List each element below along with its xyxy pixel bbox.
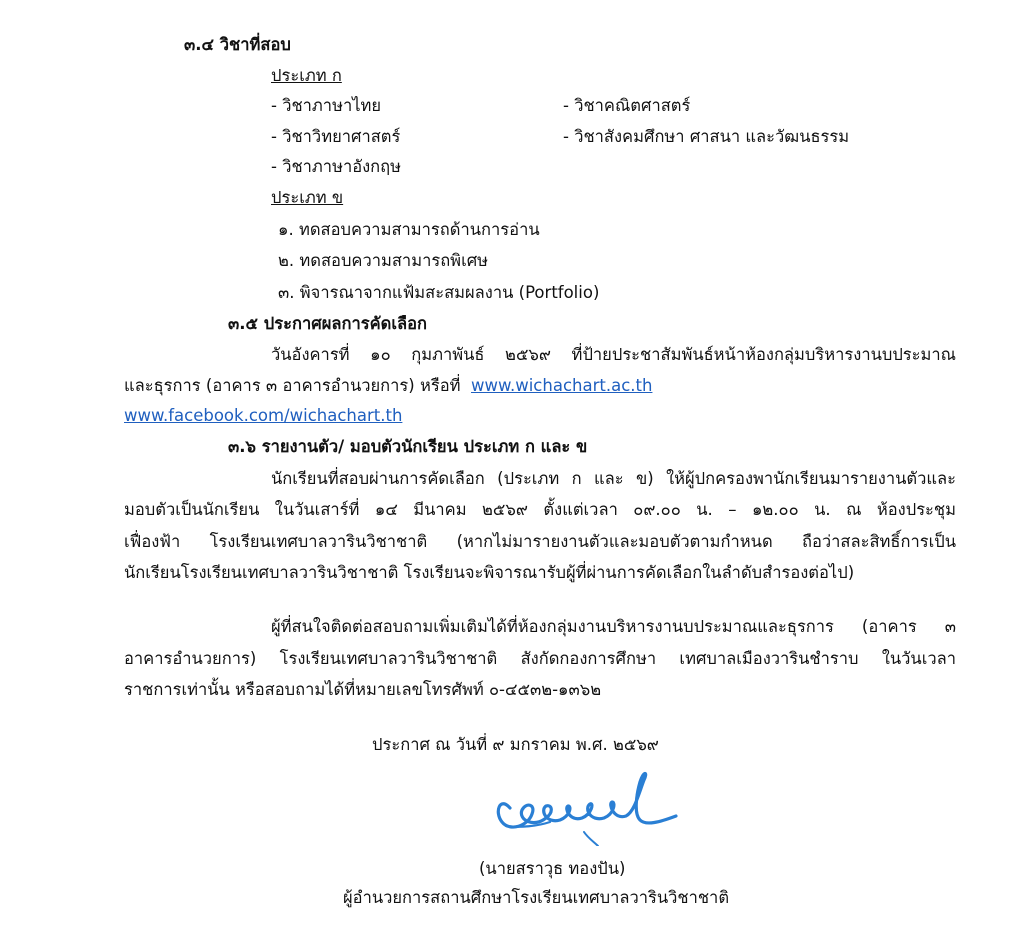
signature-image <box>480 766 700 846</box>
type-b-item-2: ๒. ทดสอบความสามารถพิเศษ <box>278 251 489 270</box>
section-3-6-heading: ๓.๖ รายงานตัว/ มอบตัวนักเรียน ประเภท ก และ ข <box>228 437 588 456</box>
announce-line-2 <box>124 375 652 397</box>
type-a-label: ประเภท ก <box>271 66 342 85</box>
signer-name: (นายสราวุธ ทองปัน) <box>479 859 626 878</box>
section-3-4-heading: ๓.๔ วิชาที่สอบ <box>184 35 291 54</box>
type-b-item-1: ๑. ทดสอบความสามารถด้านการอ่าน <box>278 220 540 239</box>
contact-line-1: ผู้ที่สนใจติดต่อสอบถามเพิ่มเติมได้ที่ห้องกลุ่มงานบริหารงานบประมาณและธุรการ (อาคาร ๓ <box>271 617 956 636</box>
contact-line-2: อาคารอำนวยการ) โรงเรียนเทศบาลวารินวิชาชาติ สังกัดกองการศึกษา เทศบาลเมืองวารินชำราบ ในวันเวลา <box>124 649 956 668</box>
report-line-1: นักเรียนที่สอบผ่านการคัดเลือก (ประเภท ก และ ข) ให้ผู้ปกครองพานักเรียนมารายงานตัวและ <box>271 469 956 488</box>
section-3-5-heading: ๓.๕ ประกาศผลการคัดเลือก <box>228 314 428 333</box>
report-line-2: มอบตัวเป็นนักเรียน ในวันเสาร์ที่ ๑๔ มีนาคม ๒๕๖๙ ตั้งแต่เวลา ๐๙.๐๐ น. – ๑๒.๐๐ น. ณ ห้องประชุม <box>124 500 956 519</box>
subject-science: - วิชาวิทยาศาสตร์ <box>271 127 401 146</box>
facebook-link[interactable]: www.facebook.com/wichachart.th <box>124 406 403 425</box>
report-line-4: นักเรียนโรงเรียนเทศบาลวารินวิชาชาติ โรงเรียนจะพิจารณารับผู้ที่ผ่านการคัดเลือกในลำดับสำรองต่อไป) <box>124 563 855 582</box>
school-website-link[interactable]: www.wichachart.ac.th <box>471 376 653 395</box>
signer-position: ผู้อำนวยการสถานศึกษาโรงเรียนเทศบาลวารินวิชาชาติ <box>343 888 730 907</box>
type-b-label: ประเภท ข <box>271 188 344 207</box>
contact-line-3: ราชการเท่านั้น หรือสอบถามได้ที่หมายเลขโทรศัพท์ ๐-๔๕๓๒-๑๓๖๒ <box>124 680 602 699</box>
subject-english: - วิชาภาษาอังกฤษ <box>271 157 402 176</box>
announcement-date: ประกาศ ณ วันที่ ๙ มกราคม พ.ศ. ๒๕๖๙ <box>372 735 659 754</box>
subject-thai: - วิชาภาษาไทย <box>271 96 382 115</box>
subject-math: - วิชาคณิตศาสตร์ <box>563 96 691 115</box>
report-line-3: เฟื่องฟ้า โรงเรียนเทศบาลวารินวิชาชาติ (หากไม่มารายงานตัวและมอบตัวตามกำหนด ถือว่าสละสิทธิ์การเป็น <box>124 532 956 551</box>
announce-line-1: วันอังคารที่ ๑๐ กุมภาพันธ์ ๒๕๖๙ ที่ป้ายประชาสัมพันธ์หน้าห้องกลุ่มบริหารงานบประมาณ <box>271 345 956 364</box>
type-b-item-3: ๓. พิจารณาจากแฟ้มสะสมผลงาน (Portfolio) <box>278 283 600 302</box>
announce-line-2-text: และธุรการ (อาคาร ๓ อาคารอำนวยการ) หรือที่ <box>124 376 461 395</box>
subject-social: - วิชาสังคมศึกษา ศาสนา และวัฒนธรรม <box>563 127 850 146</box>
